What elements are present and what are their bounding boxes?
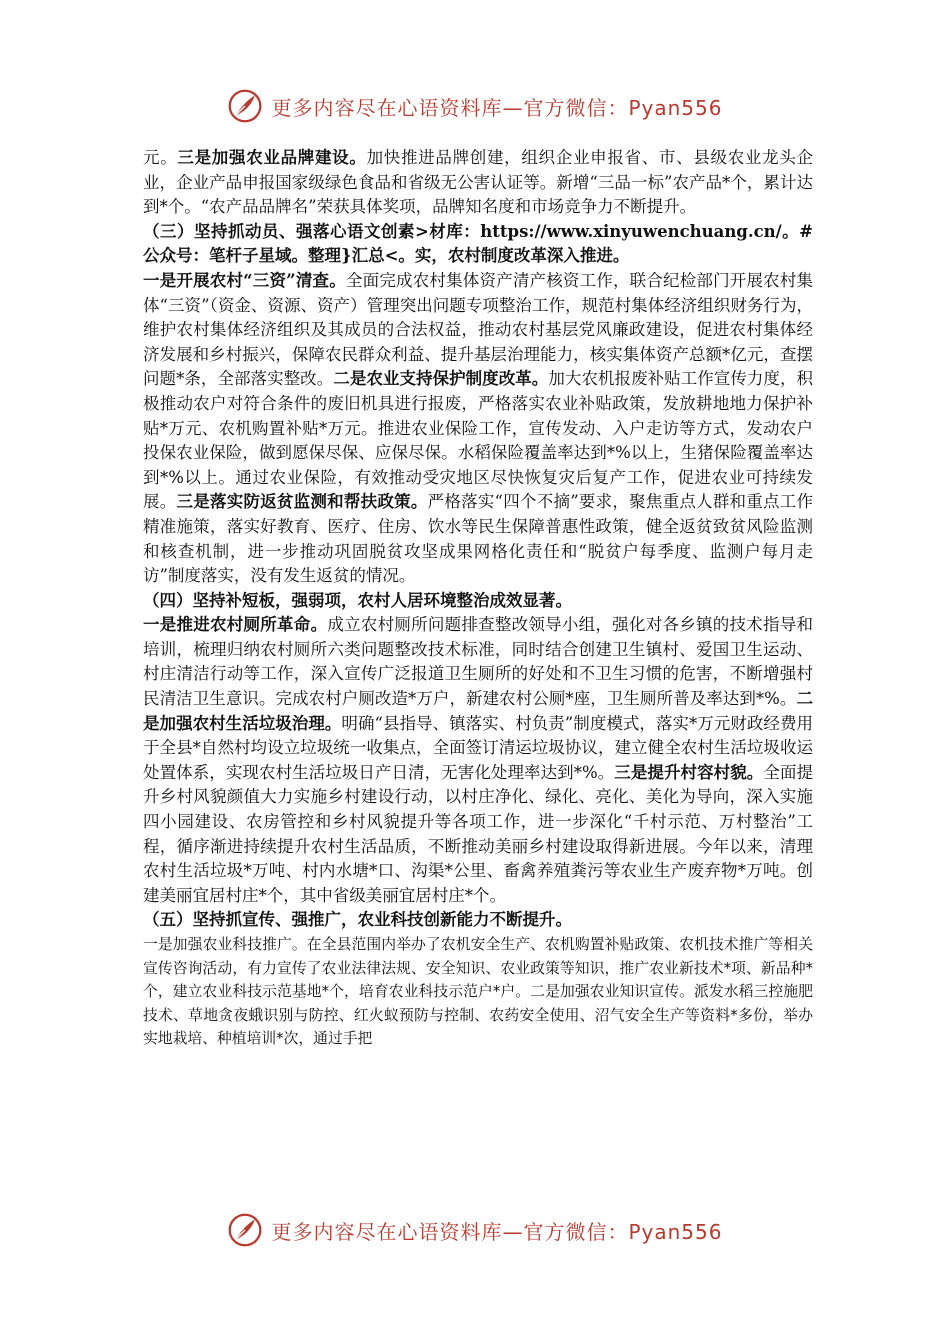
text-run: 明确“县指导、镇落实、村负责”制度模式，落实*万元财政经费用于全县*自然村均设立垃圾统一收集点，全面签订清运垃圾协议，建立健全农村生活垃圾收运处置体系，实现农村生活垃圾日产日清，无害化处理率达到*%。 [143,713,813,782]
text-run: 全面完成农村集体资产清产核资工作，联合纪检部门开展农村集体“三资”（资金、资源、资产）管理突出问题专项整治工作，规范村集体经济组织财务行为，维护农村集体经济组织及其成员的合法权益，推动农村基层党风廉政建设，促进农村集体经济发展和乡村振兴，保障农民群众利益、提升基层治理能力，核实集体资产总额*亿元，查摆问题*条，全部落实整改。 [143,270,814,389]
bold-text-run: 二是农业支持保护制度改革。 [333,369,549,389]
text-run: 全面提升乡村风貌颜值大力实施乡村建设行动，以村庄净化、绿化、亮化、美化为导向，深入实施四小园建设、农房管控和乡村风貌提升等各项工作，进一步深化“千村示范、万村整治”工程，循序渐进持续提升农村生活品质，不断推动美丽乡村建设取得新进展。今年以来，清理农村生活垃圾*万吨、村内水塘*口、沟渠*公里、畜禽养殖粪污等农业生产废弃物*万吨。创建美丽宜居村庄*个，其中省级美丽宜居村庄*个。 [143,762,814,905]
text-run: 严格落实“四个不摘”要求，聚焦重点人群和重点工作精准施策，落实好教育、医疗、住房、饮水等民生保障普惠性政策，健全返贫致贫风险监测和核查机制，进一步推动巩固脱贫攻坚成果网格化责任和“脱贫户每季度、监测户每月走访”制度落实，没有发生返贫的情况。 [143,492,813,586]
watermark-banner-top[interactable] [0,86,950,126]
bold-text-run: （五）坚持抓宣传、强推广，农业科技创新能力不断提升。 [143,910,572,930]
watermark-banner-bottom[interactable] [0,1210,950,1250]
text-run: 元。 [143,148,178,167]
text-run: 加快推进品牌创建，组织企业申报省、市、县级农业龙头企业，企业产品申报国家级绿色食品和省级无公害认证等。新增“三品一标”农产品*个，累计达到*个。“农产品品牌名”荣获具体奖项，品牌知名度和市场竞争力不断提升。 [143,148,814,217]
watermark-text: 更多内容尽在心语资料库—官方微信：Pyan556 [271,95,723,120]
bold-text-run: （三）坚持抓动员、强落心语文创素>材库：https://www.xinyuwenchuang.cn/。#公众号：笔杆子星域。整理}汇总<。实，农村制度改革深入推进。 [143,221,813,266]
bold-text-run: 一是推进农村厕所革命。 [143,615,328,635]
paragraph-p4 [143,589,813,614]
bold-text-run: 三是加强农业品牌建设。 [177,148,367,167]
paragraph-p6 [143,908,813,933]
bold-text-run: 三是提升村容村貌。 [614,762,764,782]
text-run: 一是加强农业科技推广。在全县范围内举办了农机安全生产、农机购置补贴政策、农机技术推广等相关宣传咨询活动，有力宣传了农业法律法规、安全知识、农业政策等知识，推广农业新技术*项、新品种*个，建立农业科技示范基地*个，培育农业科技示范户*户。二是加强农业知识宣传。派发水稻三控施肥技术、草地贪夜蛾识别与防控、红火蚁预防与控制、农药安全使用、沼气安全生产等资料*多份，举办实地栽培、种植培训*次，通过手把 [143,936,813,1048]
paragraph-p1 [143,146,813,220]
paragraph-p5 [143,613,813,908]
feather-pen-icon [227,88,263,124]
paragraph-p2 [143,220,813,269]
bold-text-run: （四）坚持补短板，强弱项，农村人居环境整治成效显著。 [143,590,572,610]
bold-text-run: 三是落实防返贫监测和帮扶政策。 [176,492,428,512]
feather-pen-icon [227,1212,263,1248]
paragraph-p3 [143,269,813,589]
bold-text-run: 二是加强农村生活垃圾治理。 [143,689,813,733]
text-run: 加大农机报废补贴工作宣传力度，积极推动农户对符合条件的废旧机具进行报废，严格落实农业补贴政策，发放耕地地力保护补贴*万元、农机购置补贴*万元。推进农业保险工作，宣传发动、入户走访等方式，发动农户投保农业保险，做到愿保尽保、应保尽保。水稻保险覆盖率达到*%以上，生猪保险覆盖率达到*%以上。通过农业保险，有效推动受灾地区尽快恢复灾后复产工作，促进农业可持续发展。 [143,369,814,512]
bold-text-run: 一是开展农村“三资”清查。 [143,270,346,290]
text-run: 成立农村厕所问题排查整改领导小组，强化对各乡镇的技术指导和培训，梳理归纳农村厕所六类问题整改技术标准，同时结合创建卫生镇村、爱国卫生运动、村庄清洁行动等工作，深入宣传广泛报道卫生厕所的好处和不卫生习惯的危害，不断增强村民清洁卫生意识。完成农村户厕改造*万户，新建农村公厕*座，卫生厕所普及率达到*%。 [143,615,814,709]
document-body [143,146,813,1051]
watermark-text: 更多内容尽在心语资料库—官方微信：Pyan556 [271,1219,723,1244]
paragraph-p7 [143,933,813,1051]
